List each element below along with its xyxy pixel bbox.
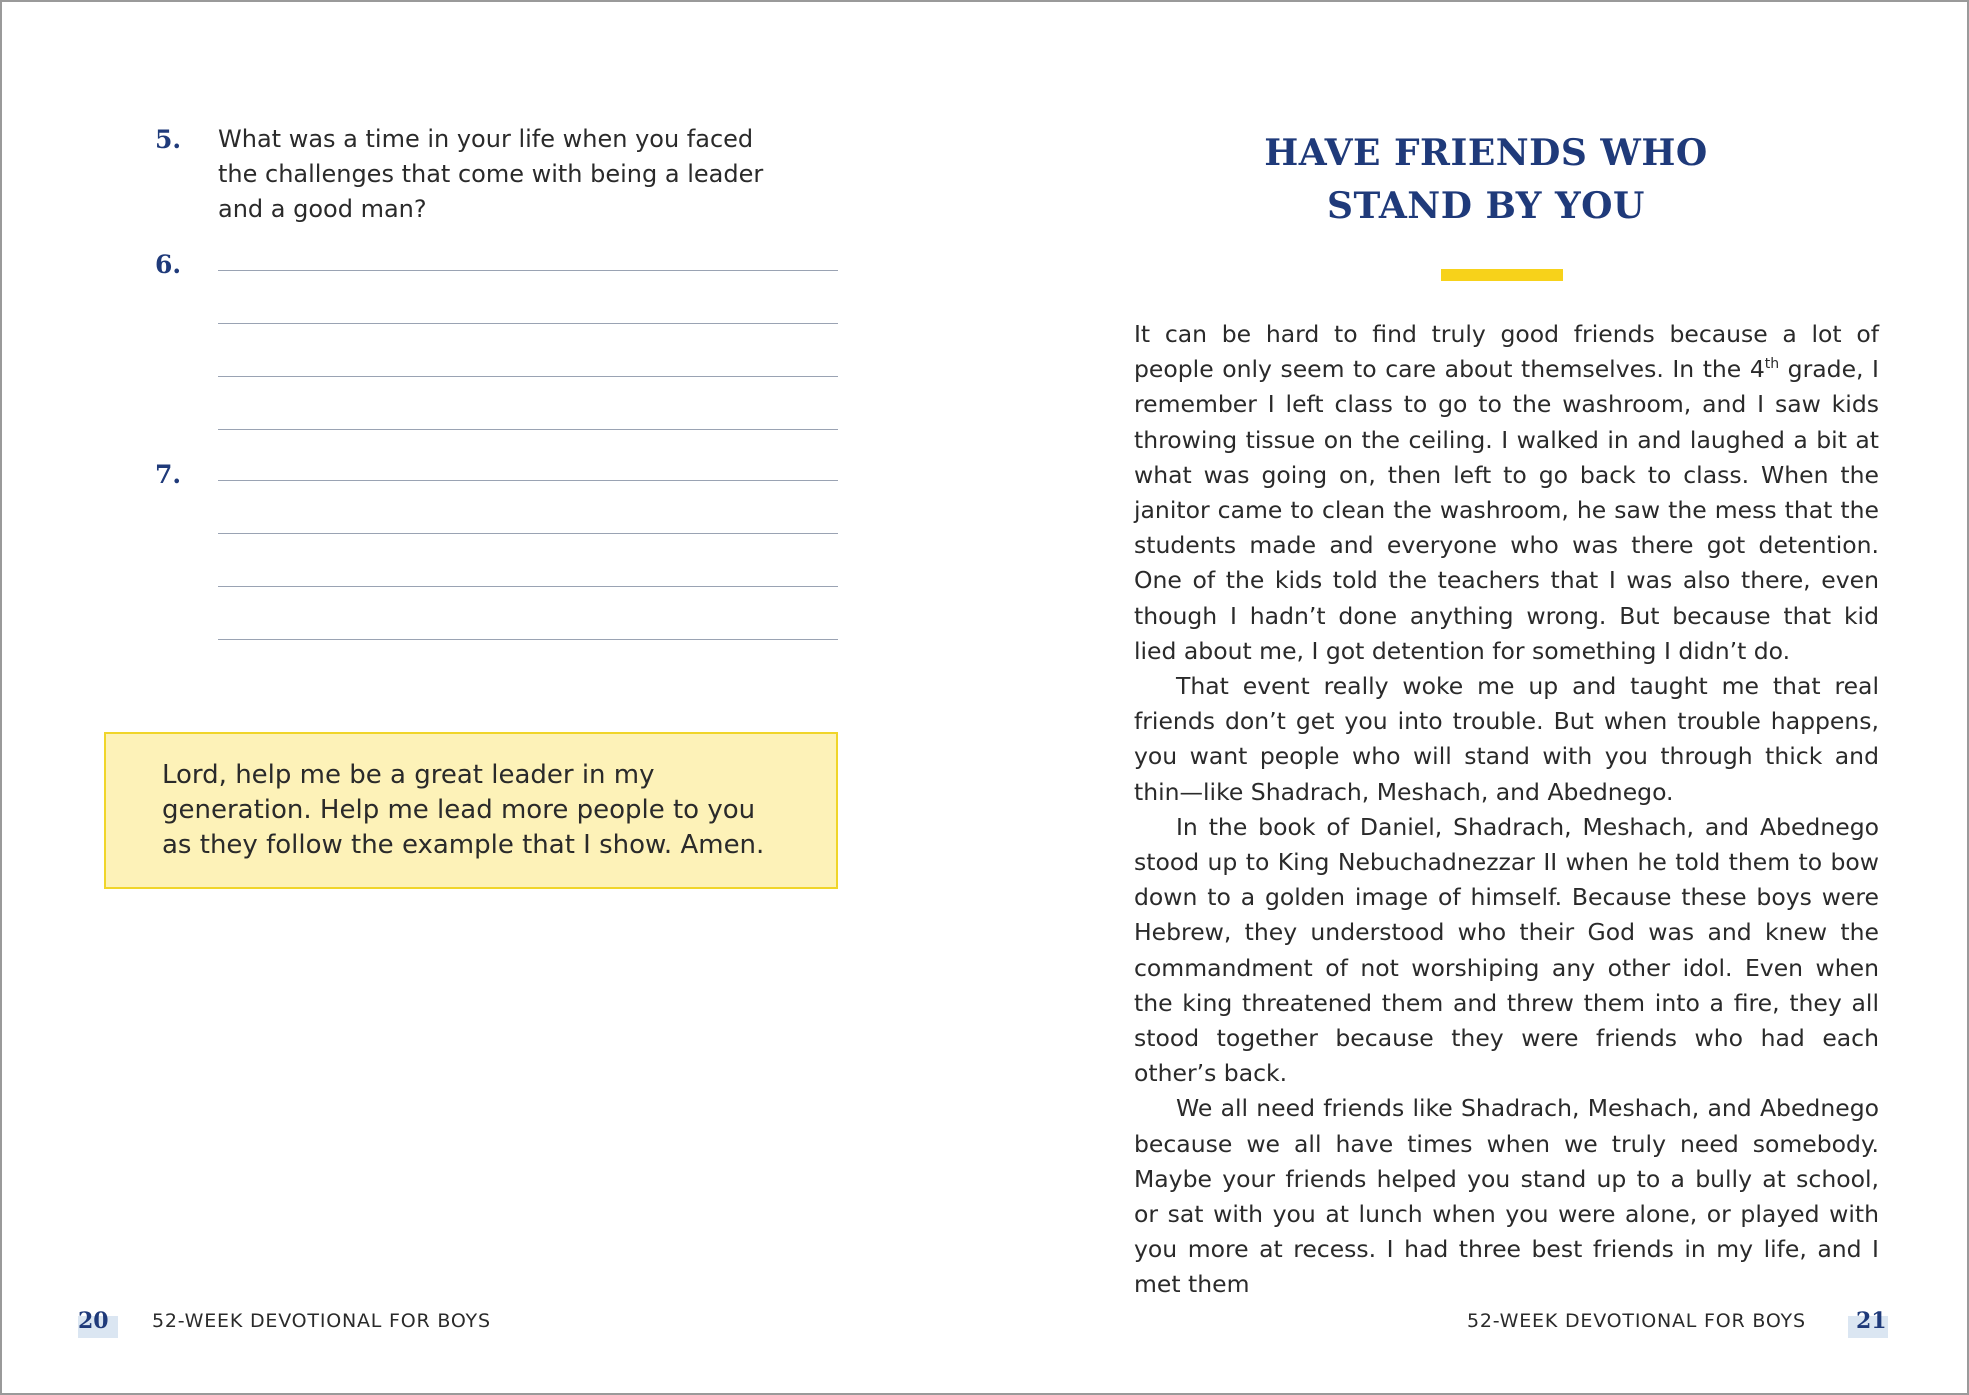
question-number: 6. bbox=[155, 250, 182, 279]
answer-line bbox=[218, 429, 838, 430]
paragraph-3: In the book of Daniel, Shadrach, Meshach, and Abednego stood up to King Nebuchadnezzar II when he told them to bow down to a golden image of himself. Because these boys were Hebrew, they understood who their God was and knew the commandment of not worshiping any other idol. Even when the king threatened them and threw them into a fire, they all stood together because they were friends who had each other’s back. bbox=[1134, 812, 1879, 1088]
left-page bbox=[2, 2, 986, 1393]
answer-line bbox=[218, 376, 838, 377]
question-text: What was a time in your life when you faced the challenges that come with being a leader and a good man? bbox=[218, 125, 764, 223]
title-underline-bar bbox=[1441, 269, 1563, 281]
ordinal-suffix: th bbox=[1764, 356, 1780, 373]
page-title-line-1: HAVE FRIENDS WHO bbox=[1264, 132, 1708, 174]
answer-lines bbox=[218, 480, 838, 692]
paragraph-1-rest: grade, I remember I left class to go to the washroom, and I saw kids throwing tissue on the ceiling. I walked in and laughed a bit at what was going on, then left to go back to class. When the janitor came to clean the washroom, he saw the mess that the students made and everyone who was there got detention. One of the kids told the teachers that I was also there, even though I hadn’t done anything wrong. But because that kid lied about me, I got detention for something I didn’t do. bbox=[1134, 355, 1879, 665]
answer-line bbox=[218, 533, 838, 534]
running-title-right: 52-WEEK DEVOTIONAL FOR BOYS bbox=[1467, 1310, 1806, 1332]
paragraph-1 bbox=[1134, 317, 1879, 669]
page-number-text: 21 bbox=[1856, 1308, 1887, 1334]
page-title-line-2: STAND BY YOU bbox=[1327, 185, 1645, 227]
answer-line bbox=[218, 639, 838, 640]
answer-line bbox=[218, 586, 838, 587]
page-number-right bbox=[1856, 1308, 1887, 1338]
page-title bbox=[986, 127, 1969, 233]
paragraph-1-start: It can be hard to find truly good friends because a lot of people only seem to care about themselves. In the 4 bbox=[1134, 320, 1879, 384]
page-number-text: 20 bbox=[78, 1308, 109, 1334]
right-page bbox=[986, 2, 1969, 1393]
running-title-left: 52-WEEK DEVOTIONAL FOR BOYS bbox=[152, 1310, 491, 1332]
question-number: 7. bbox=[155, 460, 182, 489]
answer-lines bbox=[218, 270, 838, 482]
prayer-box bbox=[104, 732, 838, 889]
answer-line bbox=[218, 480, 838, 481]
answer-line bbox=[218, 270, 838, 271]
answer-line bbox=[218, 323, 838, 324]
paragraph-4: We all need friends like Shadrach, Meshach, and Abednego because we all have times when we truly need somebody. Maybe your friends helped you stand up to a bully at school, or sat with you at lunch when you were alone, or played with you more at recess. I had three best friends in my life, and I met them bbox=[1134, 1094, 1879, 1299]
paragraph-2: That event really woke me up and taught me that real friends don’t get you into trouble. But when trouble happens, you want people who will stand with you through thick and thin—like Shadrach, Meshach, and Abednego. bbox=[1134, 672, 1879, 806]
question-number: 5. bbox=[155, 125, 182, 154]
body-text bbox=[1134, 317, 1879, 1303]
page-number-left bbox=[78, 1308, 109, 1338]
prayer-text: Lord, help me be a great leader in my generation. Help me lead more people to you as they follow the example that I show. Amen. bbox=[162, 760, 765, 860]
